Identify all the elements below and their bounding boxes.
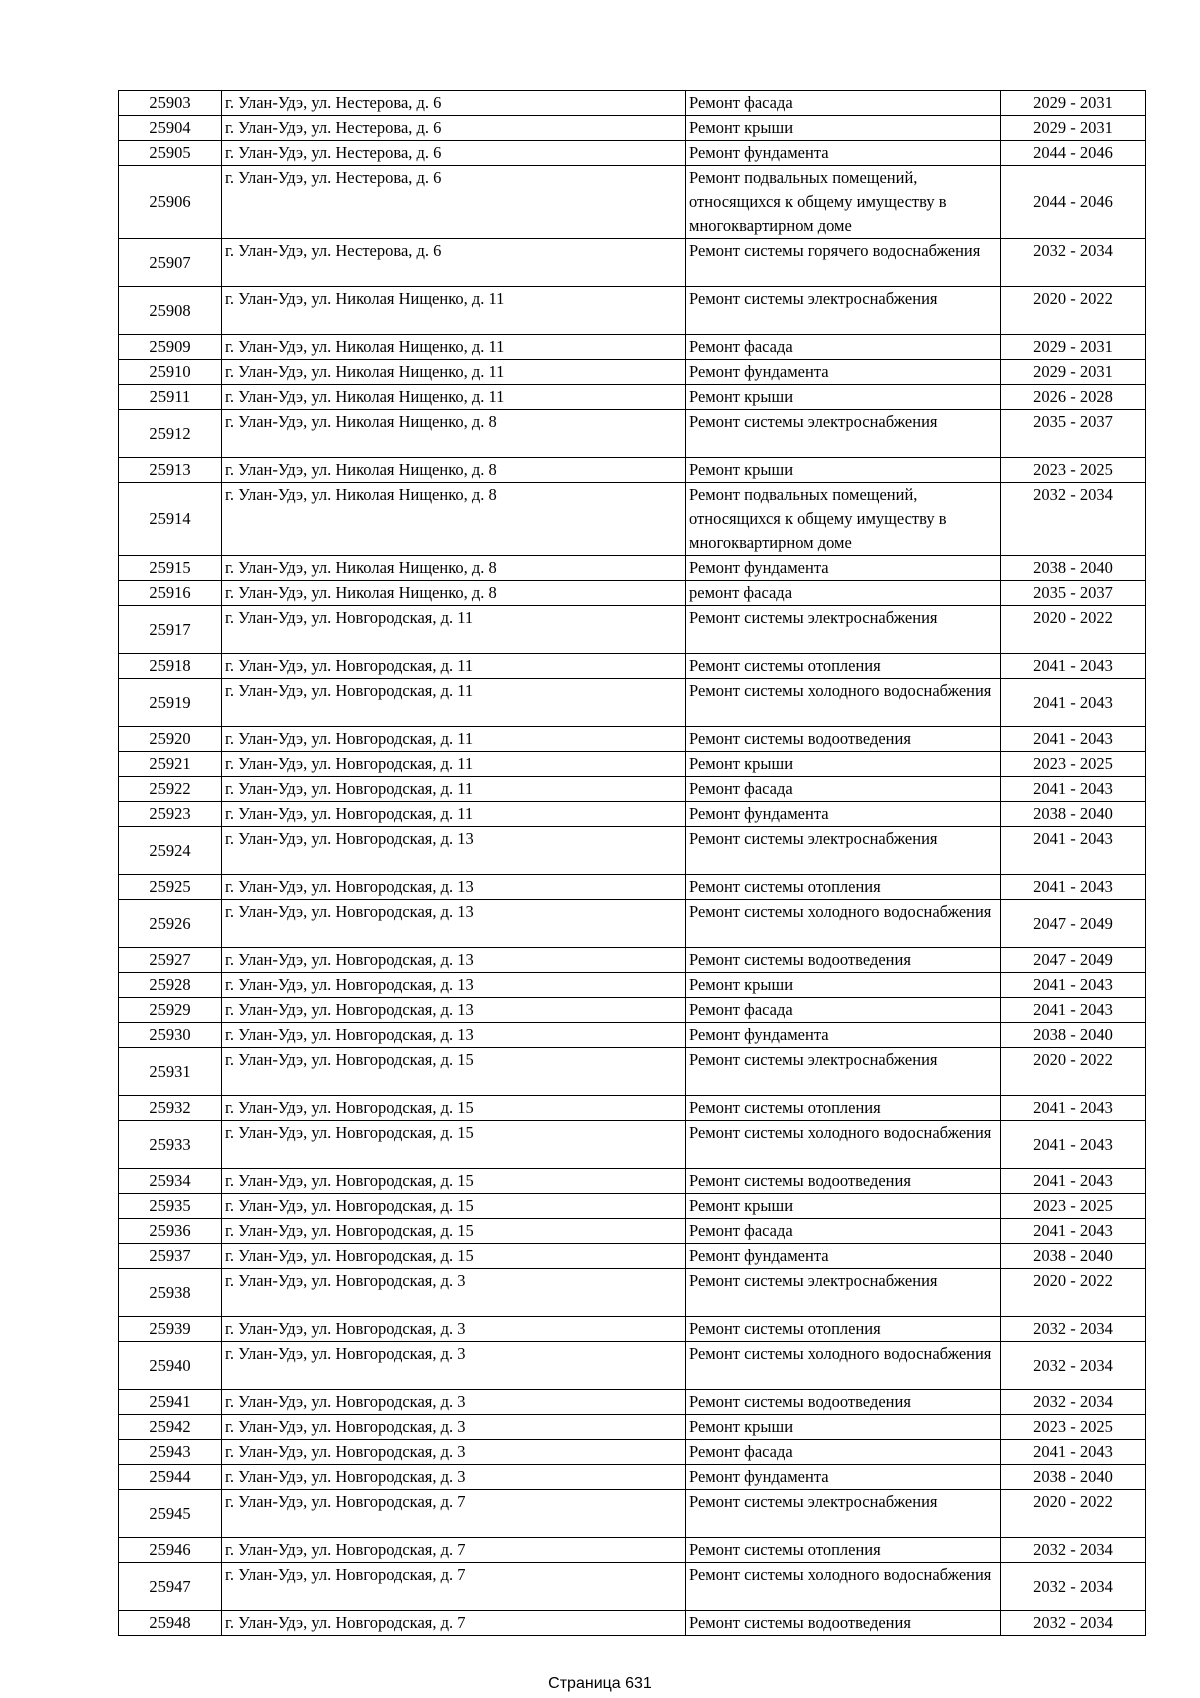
address-cell: г. Улан-Удэ, ул. Новгородская, д. 15 xyxy=(222,1169,686,1194)
address-cell: г. Улан-Удэ, ул. Новгородская, д. 11 xyxy=(222,752,686,777)
row-number-cell: 25908 xyxy=(119,287,222,335)
work-type-cell: Ремонт системы водоотведения xyxy=(686,727,1001,752)
period-cell: 2041 - 2043 xyxy=(1001,777,1146,802)
work-type-cell: Ремонт системы электроснабжения xyxy=(686,410,1001,458)
work-type-cell: Ремонт системы водоотведения xyxy=(686,1390,1001,1415)
table-row xyxy=(119,385,1146,410)
table-row xyxy=(119,1342,1146,1390)
period-cell: 2020 - 2022 xyxy=(1001,287,1146,335)
work-type-cell: Ремонт системы отопления xyxy=(686,875,1001,900)
address-cell: г. Улан-Удэ, ул. Новгородская, д. 15 xyxy=(222,1219,686,1244)
address-cell: г. Улан-Удэ, ул. Новгородская, д. 13 xyxy=(222,900,686,948)
period-cell: 2023 - 2025 xyxy=(1001,752,1146,777)
address-cell: г. Улан-Удэ, ул. Новгородская, д. 11 xyxy=(222,802,686,827)
period-cell: 2029 - 2031 xyxy=(1001,91,1146,116)
row-number-cell: 25926 xyxy=(119,900,222,948)
table-row xyxy=(119,458,1146,483)
work-type-cell: Ремонт фундамента xyxy=(686,802,1001,827)
row-number-cell: 25925 xyxy=(119,875,222,900)
work-type-cell: Ремонт системы холодного водоснабжения xyxy=(686,1121,1001,1169)
table-row xyxy=(119,1390,1146,1415)
period-cell: 2041 - 2043 xyxy=(1001,1440,1146,1465)
period-cell: 2038 - 2040 xyxy=(1001,556,1146,581)
work-type-cell: Ремонт фундамента xyxy=(686,1465,1001,1490)
address-cell: г. Улан-Удэ, ул. Новгородская, д. 3 xyxy=(222,1342,686,1390)
address-cell: г. Улан-Удэ, ул. Новгородская, д. 3 xyxy=(222,1269,686,1317)
page-number: Страница 631 xyxy=(548,1675,652,1692)
period-cell: 2041 - 2043 xyxy=(1001,1169,1146,1194)
row-number-cell: 25920 xyxy=(119,727,222,752)
address-cell: г. Улан-Удэ, ул. Новгородская, д. 7 xyxy=(222,1611,686,1636)
period-cell: 2041 - 2043 xyxy=(1001,1096,1146,1121)
period-cell: 2032 - 2034 xyxy=(1001,239,1146,287)
period-cell: 2032 - 2034 xyxy=(1001,1538,1146,1563)
row-number-cell: 25916 xyxy=(119,581,222,606)
work-type-cell: Ремонт системы электроснабжения xyxy=(686,1269,1001,1317)
address-cell: г. Улан-Удэ, ул. Новгородская, д. 7 xyxy=(222,1563,686,1611)
period-cell: 2032 - 2034 xyxy=(1001,1611,1146,1636)
table-row xyxy=(119,239,1146,287)
work-type-cell: Ремонт системы холодного водоснабжения xyxy=(686,900,1001,948)
work-type-cell: Ремонт системы водоотведения xyxy=(686,948,1001,973)
period-cell: 2038 - 2040 xyxy=(1001,1244,1146,1269)
row-number-cell: 25948 xyxy=(119,1611,222,1636)
row-number-cell: 25937 xyxy=(119,1244,222,1269)
period-cell: 2041 - 2043 xyxy=(1001,1219,1146,1244)
work-type-cell: Ремонт фасада xyxy=(686,998,1001,1023)
row-number-cell: 25919 xyxy=(119,679,222,727)
period-cell: 2038 - 2040 xyxy=(1001,1465,1146,1490)
address-cell: г. Улан-Удэ, ул. Новгородская, д. 13 xyxy=(222,827,686,875)
table-body xyxy=(119,91,1146,1636)
table-row xyxy=(119,556,1146,581)
period-cell: 2032 - 2034 xyxy=(1001,1317,1146,1342)
address-cell: г. Улан-Удэ, ул. Нестерова, д. 6 xyxy=(222,239,686,287)
row-number-cell: 25913 xyxy=(119,458,222,483)
work-type-cell: Ремонт системы отопления xyxy=(686,654,1001,679)
row-number-cell: 25917 xyxy=(119,606,222,654)
address-cell: г. Улан-Удэ, ул. Новгородская, д. 13 xyxy=(222,875,686,900)
work-type-cell: Ремонт системы холодного водоснабжения xyxy=(686,1342,1001,1390)
address-cell: г. Улан-Удэ, ул. Николая Нищенко, д. 11 xyxy=(222,335,686,360)
row-number-cell: 25941 xyxy=(119,1390,222,1415)
row-number-cell: 25946 xyxy=(119,1538,222,1563)
table-row xyxy=(119,802,1146,827)
work-type-cell: Ремонт фасада xyxy=(686,91,1001,116)
address-cell: г. Улан-Удэ, ул. Нестерова, д. 6 xyxy=(222,141,686,166)
work-type-cell: Ремонт крыши xyxy=(686,458,1001,483)
period-cell: 2035 - 2037 xyxy=(1001,410,1146,458)
period-cell: 2041 - 2043 xyxy=(1001,827,1146,875)
row-number-cell: 25911 xyxy=(119,385,222,410)
table-row xyxy=(119,875,1146,900)
row-number-cell: 25942 xyxy=(119,1415,222,1440)
table-row xyxy=(119,777,1146,802)
work-type-cell: Ремонт системы горячего водоснабжения xyxy=(686,239,1001,287)
row-number-cell: 25915 xyxy=(119,556,222,581)
work-type-cell: Ремонт системы водоотведения xyxy=(686,1169,1001,1194)
row-number-cell: 25930 xyxy=(119,1023,222,1048)
address-cell: г. Улан-Удэ, ул. Николая Нищенко, д. 8 xyxy=(222,410,686,458)
work-type-cell: Ремонт крыши xyxy=(686,973,1001,998)
work-type-cell: Ремонт системы холодного водоснабжения xyxy=(686,679,1001,727)
period-cell: 2020 - 2022 xyxy=(1001,1048,1146,1096)
work-type-cell: Ремонт фасада xyxy=(686,1440,1001,1465)
period-cell: 2026 - 2028 xyxy=(1001,385,1146,410)
row-number-cell: 25943 xyxy=(119,1440,222,1465)
row-number-cell: 25939 xyxy=(119,1317,222,1342)
table-row xyxy=(119,1169,1146,1194)
table-row xyxy=(119,900,1146,948)
table-row xyxy=(119,606,1146,654)
work-type-cell: Ремонт системы электроснабжения xyxy=(686,287,1001,335)
period-cell: 2032 - 2034 xyxy=(1001,483,1146,556)
period-cell: 2032 - 2034 xyxy=(1001,1342,1146,1390)
address-cell: г. Улан-Удэ, ул. Новгородская, д. 11 xyxy=(222,727,686,752)
period-cell: 2038 - 2040 xyxy=(1001,1023,1146,1048)
address-cell: г. Улан-Удэ, ул. Новгородская, д. 13 xyxy=(222,1023,686,1048)
address-cell: г. Улан-Удэ, ул. Николая Нищенко, д. 8 xyxy=(222,581,686,606)
period-cell: 2041 - 2043 xyxy=(1001,727,1146,752)
period-cell: 2020 - 2022 xyxy=(1001,1490,1146,1538)
work-type-cell: Ремонт крыши xyxy=(686,1194,1001,1219)
period-cell: 2047 - 2049 xyxy=(1001,900,1146,948)
row-number-cell: 25933 xyxy=(119,1121,222,1169)
row-number-cell: 25934 xyxy=(119,1169,222,1194)
period-cell: 2047 - 2049 xyxy=(1001,948,1146,973)
period-cell: 2023 - 2025 xyxy=(1001,1194,1146,1219)
address-cell: г. Улан-Удэ, ул. Новгородская, д. 11 xyxy=(222,679,686,727)
row-number-cell: 25936 xyxy=(119,1219,222,1244)
table-row xyxy=(119,91,1146,116)
period-cell: 2032 - 2034 xyxy=(1001,1390,1146,1415)
table-row xyxy=(119,1611,1146,1636)
row-number-cell: 25931 xyxy=(119,1048,222,1096)
period-cell: 2023 - 2025 xyxy=(1001,458,1146,483)
row-number-cell: 25910 xyxy=(119,360,222,385)
work-type-cell: Ремонт крыши xyxy=(686,385,1001,410)
period-cell: 2044 - 2046 xyxy=(1001,166,1146,239)
period-cell: 2041 - 2043 xyxy=(1001,1121,1146,1169)
row-number-cell: 25909 xyxy=(119,335,222,360)
table-row xyxy=(119,1538,1146,1563)
work-type-cell: Ремонт системы электроснабжения xyxy=(686,1048,1001,1096)
address-cell: г. Улан-Удэ, ул. Новгородская, д. 15 xyxy=(222,1096,686,1121)
period-cell: 2020 - 2022 xyxy=(1001,606,1146,654)
table-row xyxy=(119,1317,1146,1342)
period-cell: 2038 - 2040 xyxy=(1001,802,1146,827)
work-type-cell: Ремонт фундамента xyxy=(686,1023,1001,1048)
address-cell: г. Улан-Удэ, ул. Новгородская, д. 3 xyxy=(222,1317,686,1342)
table-row xyxy=(119,1415,1146,1440)
row-number-cell: 25914 xyxy=(119,483,222,556)
address-cell: г. Улан-Удэ, ул. Николая Нищенко, д. 8 xyxy=(222,458,686,483)
row-number-cell: 25923 xyxy=(119,802,222,827)
table-row xyxy=(119,116,1146,141)
address-cell: г. Улан-Удэ, ул. Новгородская, д. 15 xyxy=(222,1194,686,1219)
table-row xyxy=(119,1121,1146,1169)
address-cell: г. Улан-Удэ, ул. Нестерова, д. 6 xyxy=(222,116,686,141)
address-cell: г. Улан-Удэ, ул. Новгородская, д. 7 xyxy=(222,1490,686,1538)
row-number-cell: 25922 xyxy=(119,777,222,802)
address-cell: г. Улан-Удэ, ул. Николая Нищенко, д. 11 xyxy=(222,360,686,385)
period-cell: 2029 - 2031 xyxy=(1001,335,1146,360)
table-row xyxy=(119,1244,1146,1269)
table-row xyxy=(119,287,1146,335)
period-cell: 2041 - 2043 xyxy=(1001,654,1146,679)
period-cell: 2032 - 2034 xyxy=(1001,1563,1146,1611)
row-number-cell: 25907 xyxy=(119,239,222,287)
period-cell: 2041 - 2043 xyxy=(1001,679,1146,727)
work-type-cell: Ремонт системы электроснабжения xyxy=(686,1490,1001,1538)
table-row xyxy=(119,335,1146,360)
work-type-cell: Ремонт системы отопления xyxy=(686,1096,1001,1121)
work-type-cell: Ремонт системы электроснабжения xyxy=(686,606,1001,654)
address-cell: г. Улан-Удэ, ул. Новгородская, д. 15 xyxy=(222,1121,686,1169)
address-cell: г. Улан-Удэ, ул. Новгородская, д. 13 xyxy=(222,998,686,1023)
period-cell: 2041 - 2043 xyxy=(1001,973,1146,998)
row-number-cell: 25947 xyxy=(119,1563,222,1611)
table-row xyxy=(119,581,1146,606)
table-row xyxy=(119,1563,1146,1611)
address-cell: г. Улан-Удэ, ул. Новгородская, д. 11 xyxy=(222,654,686,679)
work-type-cell: Ремонт фундамента xyxy=(686,141,1001,166)
row-number-cell: 25906 xyxy=(119,166,222,239)
period-cell: 2035 - 2037 xyxy=(1001,581,1146,606)
row-number-cell: 25928 xyxy=(119,973,222,998)
address-cell: г. Улан-Удэ, ул. Новгородская, д. 13 xyxy=(222,973,686,998)
work-type-cell: Ремонт подвальных помещений, относящихся к общему имуществу в многоквартирном доме xyxy=(686,166,1001,239)
table-row xyxy=(119,1048,1146,1096)
table-row xyxy=(119,1440,1146,1465)
address-cell: г. Улан-Удэ, ул. Николая Нищенко, д. 11 xyxy=(222,385,686,410)
row-number-cell: 25927 xyxy=(119,948,222,973)
table-row xyxy=(119,1194,1146,1219)
period-cell: 2029 - 2031 xyxy=(1001,116,1146,141)
work-type-cell: Ремонт фундамента xyxy=(686,360,1001,385)
work-type-cell: Ремонт крыши xyxy=(686,752,1001,777)
work-type-cell: Ремонт системы отопления xyxy=(686,1317,1001,1342)
period-cell: 2029 - 2031 xyxy=(1001,360,1146,385)
period-cell: 2023 - 2025 xyxy=(1001,1415,1146,1440)
table-row xyxy=(119,483,1146,556)
row-number-cell: 25912 xyxy=(119,410,222,458)
row-number-cell: 25945 xyxy=(119,1490,222,1538)
table-row xyxy=(119,679,1146,727)
period-cell: 2020 - 2022 xyxy=(1001,1269,1146,1317)
address-cell: г. Улан-Удэ, ул. Новгородская, д. 3 xyxy=(222,1390,686,1415)
address-cell: г. Улан-Удэ, ул. Новгородская, д. 13 xyxy=(222,948,686,973)
address-cell: г. Улан-Удэ, ул. Николая Нищенко, д. 8 xyxy=(222,556,686,581)
address-cell: г. Улан-Удэ, ул. Новгородская, д. 15 xyxy=(222,1048,686,1096)
table-row xyxy=(119,410,1146,458)
row-number-cell: 25940 xyxy=(119,1342,222,1390)
work-type-cell: Ремонт системы холодного водоснабжения xyxy=(686,1563,1001,1611)
work-type-cell: Ремонт фундамента xyxy=(686,556,1001,581)
work-type-cell: ремонт фасада xyxy=(686,581,1001,606)
work-type-cell: Ремонт фундамента xyxy=(686,1244,1001,1269)
address-cell: г. Улан-Удэ, ул. Николая Нищенко, д. 11 xyxy=(222,287,686,335)
work-type-cell: Ремонт подвальных помещений, относящихся к общему имуществу в многоквартирном доме xyxy=(686,483,1001,556)
address-cell: г. Улан-Удэ, ул. Новгородская, д. 11 xyxy=(222,606,686,654)
address-cell: г. Улан-Удэ, ул. Новгородская, д. 3 xyxy=(222,1440,686,1465)
row-number-cell: 25935 xyxy=(119,1194,222,1219)
address-cell: г. Улан-Удэ, ул. Нестерова, д. 6 xyxy=(222,91,686,116)
row-number-cell: 25904 xyxy=(119,116,222,141)
table-row xyxy=(119,727,1146,752)
table-row xyxy=(119,827,1146,875)
address-cell: г. Улан-Удэ, ул. Новгородская, д. 3 xyxy=(222,1415,686,1440)
work-type-cell: Ремонт системы отопления xyxy=(686,1538,1001,1563)
row-number-cell: 25924 xyxy=(119,827,222,875)
table-row xyxy=(119,1219,1146,1244)
address-cell: г. Улан-Удэ, ул. Новгородская, д. 7 xyxy=(222,1538,686,1563)
table-row xyxy=(119,973,1146,998)
address-cell: г. Улан-Удэ, ул. Николая Нищенко, д. 8 xyxy=(222,483,686,556)
work-type-cell: Ремонт фасада xyxy=(686,777,1001,802)
row-number-cell: 25932 xyxy=(119,1096,222,1121)
table-row xyxy=(119,1023,1146,1048)
period-cell: 2044 - 2046 xyxy=(1001,141,1146,166)
address-cell: г. Улан-Удэ, ул. Новгородская, д. 11 xyxy=(222,777,686,802)
work-type-cell: Ремонт системы электроснабжения xyxy=(686,827,1001,875)
table-row xyxy=(119,360,1146,385)
row-number-cell: 25905 xyxy=(119,141,222,166)
address-cell: г. Улан-Удэ, ул. Новгородская, д. 3 xyxy=(222,1465,686,1490)
address-cell: г. Улан-Удэ, ул. Нестерова, д. 6 xyxy=(222,166,686,239)
table-row xyxy=(119,654,1146,679)
table-row xyxy=(119,141,1146,166)
row-number-cell: 25918 xyxy=(119,654,222,679)
work-type-cell: Ремонт фасада xyxy=(686,335,1001,360)
table-row xyxy=(119,1490,1146,1538)
table-row xyxy=(119,948,1146,973)
table-row xyxy=(119,1096,1146,1121)
work-type-cell: Ремонт фасада xyxy=(686,1219,1001,1244)
period-cell: 2041 - 2043 xyxy=(1001,998,1146,1023)
row-number-cell: 25921 xyxy=(119,752,222,777)
row-number-cell: 25903 xyxy=(119,91,222,116)
row-number-cell: 25929 xyxy=(119,998,222,1023)
table-row xyxy=(119,752,1146,777)
work-type-cell: Ремонт системы водоотведения xyxy=(686,1611,1001,1636)
row-number-cell: 25944 xyxy=(119,1465,222,1490)
table-row xyxy=(119,166,1146,239)
address-cell: г. Улан-Удэ, ул. Новгородская, д. 15 xyxy=(222,1244,686,1269)
row-number-cell: 25938 xyxy=(119,1269,222,1317)
work-type-cell: Ремонт крыши xyxy=(686,1415,1001,1440)
table-row xyxy=(119,998,1146,1023)
work-type-cell: Ремонт крыши xyxy=(686,116,1001,141)
repair-schedule-table xyxy=(118,90,1146,1636)
table-row xyxy=(119,1269,1146,1317)
table-row xyxy=(119,1465,1146,1490)
period-cell: 2041 - 2043 xyxy=(1001,875,1146,900)
